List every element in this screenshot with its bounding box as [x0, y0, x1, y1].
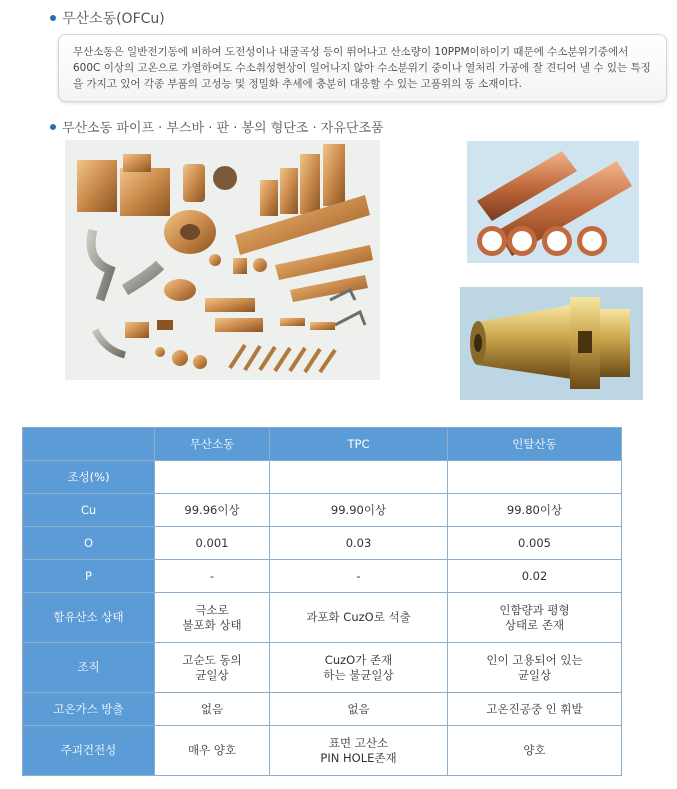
table-row — [23, 560, 622, 593]
table-cell: 매우 양호 — [155, 726, 270, 776]
table-cell — [270, 461, 448, 494]
table-row — [23, 461, 622, 494]
table-cell: 인함량과 평형 상태로 존재 — [448, 593, 622, 643]
table-cell: 99.90이상 — [270, 494, 448, 527]
table-cell: 99.96이상 — [155, 494, 270, 527]
table-cell: - — [270, 560, 448, 593]
table-row-label: Cu — [23, 494, 155, 527]
table-header-cell: 무산소동 — [155, 428, 270, 461]
table-cell — [155, 461, 270, 494]
bullet-icon — [50, 124, 56, 130]
table-cell — [448, 461, 622, 494]
table-cell: 0.02 — [448, 560, 622, 593]
description-text: 무산소동은 일반전기동에 비하여 도전성이나 내굴곡성 등이 뛰어나고 산소량이 10PPM이하이기 때문에 수소분위기중에서 600C 이상의 고온으로 가열하여도 수소취성현상이 일어나지 않아 수소분위기 중이나 열처리 가공에 잘 견디어 낼 수 있는 특징을 가지고 있어 각종 부품의 고성능 및 정밀화 추세에 충분히 대응할 수 있는 고품위의 동 소재이다. — [73, 46, 651, 90]
table-cell: - — [155, 560, 270, 593]
table-cell: 양호 — [448, 726, 622, 776]
table-cell: CuzO가 존재 하는 불균일상 — [270, 643, 448, 693]
table-header-cell — [23, 428, 155, 461]
description-box — [58, 34, 667, 102]
table-row-label: 함유산소 상태 — [23, 593, 155, 643]
copper-pipes-photo — [467, 141, 639, 263]
bullet-icon — [50, 15, 56, 21]
copper-nozzle-photo — [460, 287, 643, 400]
table-cell: 과포화 CuzO로 석출 — [270, 593, 448, 643]
table-row — [23, 726, 622, 776]
table-row — [23, 643, 622, 693]
comparison-table — [22, 427, 622, 776]
table-row-label: 조직 — [23, 643, 155, 693]
section-title-ofcu — [50, 8, 165, 28]
table-row — [23, 693, 622, 726]
table-row-label: O — [23, 527, 155, 560]
table-row — [23, 593, 622, 643]
table-cell: 0.03 — [270, 527, 448, 560]
copper-parts-photo — [65, 140, 380, 380]
table-header-cell: 인탈산동 — [448, 428, 622, 461]
section-title-products — [50, 117, 384, 136]
section-title-text: 무산소동(OFCu) — [62, 11, 165, 27]
table-row-label: 조성(%) — [23, 461, 155, 494]
section-title-text: 무산소동 파이프 · 부스바 · 판 · 봉의 형단조 · 자유단조품 — [62, 121, 384, 136]
table-cell: 0.001 — [155, 527, 270, 560]
table-row — [23, 527, 622, 560]
table-cell: 인이 고용되어 있는 균일상 — [448, 643, 622, 693]
table-cell: 고온진공중 인 휘발 — [448, 693, 622, 726]
table-cell: 0.005 — [448, 527, 622, 560]
table-cell: 없음 — [155, 693, 270, 726]
table-row-label: 주괴건전성 — [23, 726, 155, 776]
table-header-row — [23, 428, 622, 461]
table-row — [23, 494, 622, 527]
table-cell: 고순도 동의 균일상 — [155, 643, 270, 693]
table-cell: 99.80이상 — [448, 494, 622, 527]
table-cell: 극소로 불포화 상태 — [155, 593, 270, 643]
table-row-label: P — [23, 560, 155, 593]
table-cell: 표면 고산소 PIN HOLE존재 — [270, 726, 448, 776]
table-row-label: 고온가스 방출 — [23, 693, 155, 726]
table-header-cell: TPC — [270, 428, 448, 461]
table-cell: 없음 — [270, 693, 448, 726]
